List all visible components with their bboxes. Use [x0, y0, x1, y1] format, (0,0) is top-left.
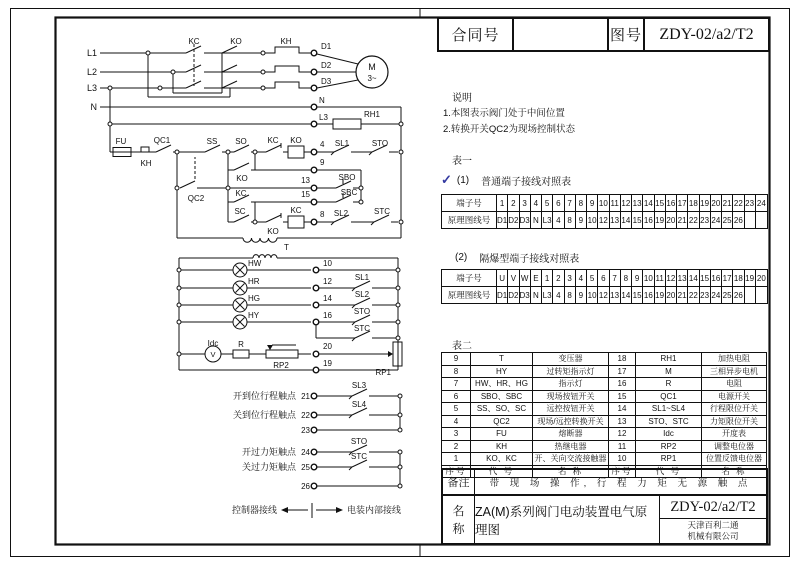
component-cell: 调整电位器: [714, 441, 754, 451]
component-cell: 15: [609, 391, 636, 403]
component-cell: QC2: [471, 416, 533, 428]
contact-22-description: 关到位行程触点: [232, 410, 296, 420]
wire-cell: N: [531, 212, 542, 228]
button-sbc-label: SBC: [340, 188, 358, 197]
wire-cell: D3: [520, 287, 531, 303]
terminal-d1-label: D1: [321, 42, 332, 51]
wire-cell: 13: [610, 212, 621, 228]
meter-idc-label: Idc: [207, 339, 219, 348]
coil-kc-label: KC: [290, 206, 302, 215]
wire-cell: 4: [553, 212, 564, 228]
terminal-table-exproof: [441, 269, 768, 304]
wire-cell: [745, 212, 756, 228]
table-row: [442, 353, 766, 365]
wire-cell: 15: [632, 212, 643, 228]
neutral-label: N: [90, 102, 97, 112]
component-cell: SL1~SL4: [636, 403, 702, 415]
component-cell: 5: [442, 403, 471, 415]
notes-heading: 说明: [452, 93, 472, 104]
component-cell: 4: [442, 416, 471, 428]
switch-qc1-label: QC1: [153, 136, 171, 145]
table-row: [442, 270, 767, 286]
component-cell: RP2: [636, 441, 702, 453]
contactor-ko-label: KO: [230, 37, 242, 46]
table-row: [442, 415, 766, 428]
component-cell: 远控按钮开关: [533, 403, 609, 415]
terminal-cell: 10: [598, 195, 609, 211]
terminal-cell: W: [520, 270, 531, 286]
coil-ko-label: KO: [290, 136, 302, 145]
terminal-cell: 18: [733, 270, 744, 286]
thermal-kh-label: KH: [280, 37, 292, 46]
sub2-title: 隔爆型端子接线对照表: [479, 254, 580, 265]
terminal-cell: 4: [531, 195, 542, 211]
wire-cell: 20: [666, 212, 677, 228]
component-cell: 熔断器: [533, 428, 609, 440]
controller-wiring-label: 控制器接线: [231, 505, 277, 515]
terminal-8-label: 8: [320, 210, 325, 219]
header-cell: 序号: [609, 466, 636, 478]
wire-cell: 25: [722, 212, 733, 228]
terminal-cell: 18: [688, 195, 699, 211]
remark-label: 备注: [443, 470, 475, 494]
component-cell: KH: [471, 441, 533, 453]
internal-wiring-label: 电装内部接线: [347, 505, 402, 515]
component-cell: 开度表: [722, 429, 746, 439]
wire-cell: 10: [587, 287, 598, 303]
contact-25-description: 关过力矩触点: [241, 462, 296, 472]
limit-sl4-label: SL4: [351, 400, 367, 409]
terminal-cell: 13: [632, 195, 643, 211]
wire-cell: 12: [598, 287, 609, 303]
limit-sl1b-label: SL1: [354, 273, 370, 282]
table-row: [442, 440, 766, 453]
component-cell: 16: [609, 378, 636, 390]
terminal-cell: V: [508, 270, 519, 286]
component-cell: 现场/远控转换开关: [533, 416, 609, 428]
terminal-cell: 1: [497, 195, 508, 211]
row-header: 端子号: [442, 195, 497, 211]
terminal-cell: 19: [700, 195, 711, 211]
component-cell: 9: [442, 353, 471, 365]
terminal-16-label: 16: [323, 311, 332, 320]
component-cell: 过转矩指示灯: [533, 366, 609, 378]
component-cell: 开、关向交流接触器: [533, 453, 609, 465]
wire-cell: 10: [587, 212, 598, 228]
terminal-d2-label: D2: [321, 61, 332, 70]
component-cell: 行程限位开关: [710, 404, 758, 414]
torque-sto-label: STO: [371, 139, 389, 148]
component-cell: FU: [471, 428, 533, 440]
pot-rp2-label: RP2: [273, 361, 289, 370]
component-cell: 7: [442, 378, 471, 390]
terminal-cell: 8: [621, 270, 632, 286]
phase-l3-label: L3: [86, 83, 97, 93]
terminal-12-label: 12: [323, 277, 332, 286]
note-item: 2.转换开关QC2为现场控制状态: [443, 124, 575, 135]
wire-cell: 12: [598, 212, 609, 228]
company-line2: 机械有限公司: [687, 531, 739, 541]
wire-cell: 21: [677, 212, 688, 228]
terminal-l3-label: L3: [319, 113, 328, 122]
table-row: [442, 195, 767, 211]
contact-24-description: 开过力矩触点: [241, 447, 296, 457]
limit-sl3-label: SL3: [351, 381, 367, 390]
contact-kc-nc-label: KC: [267, 136, 279, 145]
note-item: 1.本图表示阀门处于中间位置: [443, 108, 565, 119]
drawing-no-label: 图号: [607, 17, 645, 52]
terminal-19-label: 19: [323, 359, 332, 368]
terminal-cell: 21: [722, 195, 733, 211]
terminal-cell: 3: [520, 195, 531, 211]
remark-block: [441, 468, 768, 496]
component-cell: 1: [442, 453, 471, 465]
limit-sl2b-label: SL2: [354, 290, 370, 299]
terminal-cell: U: [497, 270, 508, 286]
terminal-15-label: 15: [301, 190, 310, 199]
component-cell: HW、HR、HG: [471, 378, 533, 390]
terminal-cell: 15: [655, 195, 666, 211]
component-cell: KO、KC: [471, 453, 533, 465]
terminal-cell: 14: [643, 195, 654, 211]
component-cell: STO、STC: [636, 416, 702, 428]
wire-cell: 8: [565, 287, 576, 303]
component-cell: 11: [609, 441, 636, 453]
terminal-cell: 9: [632, 270, 643, 286]
meter-v-symbol: V: [210, 350, 216, 359]
switch-qc2-label: QC2: [187, 194, 205, 203]
terminal-24-label: 24: [301, 448, 310, 457]
thermal-contact-kh-label: KH: [140, 159, 152, 168]
resistor-r-label: R: [238, 340, 244, 349]
terminal-cell: 24: [756, 198, 766, 208]
terminal-cell: 15: [700, 270, 711, 286]
button-sbo-label: SBO: [338, 173, 356, 182]
component-cell: RP1: [636, 453, 702, 465]
component-cell: 10: [609, 453, 636, 465]
terminal-cell: 12: [621, 195, 632, 211]
wire-cell: D2: [508, 287, 519, 303]
wire-cell: 16: [643, 212, 654, 228]
terminal-cell: 23: [745, 195, 756, 211]
terminal-n-label: N: [319, 96, 325, 105]
contract-no-value: [512, 17, 609, 52]
component-cell: 加热电阻: [718, 354, 750, 364]
terminal-cell: 11: [610, 195, 621, 211]
name-label: [443, 496, 475, 543]
component-cell: T: [471, 353, 533, 365]
contact-21-description: 开到位行程触点: [232, 391, 296, 401]
phase-l2-label: L2: [86, 67, 97, 77]
lamp-hr-label: HR: [248, 277, 260, 286]
terminal-14-label: 14: [323, 294, 332, 303]
motor-symbol-m: M: [368, 62, 376, 72]
sub1-title: 普通端子接线对照表: [481, 176, 572, 188]
wire-cell: 14: [621, 287, 632, 303]
component-cell: Idc: [636, 428, 702, 440]
header-cell: 名 称: [721, 466, 747, 477]
table-row: [442, 390, 766, 403]
button-so-label: SO: [235, 137, 247, 146]
wire-cell: D2: [508, 212, 519, 228]
torque-stoc-label: STO: [350, 437, 368, 446]
component-cell: 电阻: [726, 379, 742, 389]
pot-rp1-label: RP1: [375, 368, 391, 377]
torque-stob-label: STO: [353, 307, 371, 316]
sub2-index: (2): [455, 252, 468, 263]
wire-cell: [745, 287, 756, 303]
wire-cell: 19: [655, 287, 666, 303]
wire-cell: 21: [677, 287, 688, 303]
table-row: [442, 377, 766, 390]
wire-cell: 22: [688, 287, 699, 303]
torque-stcb-label: STC: [354, 324, 370, 333]
wire-cell: [756, 212, 767, 228]
check-mark-icon: ✓: [441, 172, 452, 187]
name-block: [441, 494, 768, 545]
drawing-no-footer: ZDY-02/a2/T2: [660, 496, 766, 519]
wire-cell: 22: [688, 212, 699, 228]
component-cell: 变压器: [533, 353, 609, 365]
limit-sl2-label: SL2: [333, 209, 349, 218]
wire-cell: 14: [621, 212, 632, 228]
header-cell: 序号: [442, 466, 471, 478]
wire-cell: 26: [733, 212, 744, 228]
drawing-no-value: ZDY-02/a2/T2: [643, 17, 770, 52]
component-table: [441, 352, 767, 478]
component-cell: QC1: [636, 391, 702, 403]
terminal-cell: 11: [655, 270, 666, 286]
component-cell: 2: [442, 441, 471, 453]
terminal-cell: 10: [643, 270, 654, 286]
terminal-cell: 5: [542, 195, 553, 211]
table-row: [442, 402, 766, 415]
wire-cell: 24: [711, 287, 722, 303]
wire-cell: 25: [722, 287, 733, 303]
drawing-title: ZA(M)系列阀门电动装置电气原理图: [475, 496, 660, 543]
wire-cell: L3: [542, 287, 553, 303]
wire-cell: 20: [666, 287, 677, 303]
name-label-char2: 称: [452, 521, 465, 536]
table-row: [442, 211, 767, 228]
table1-sub2-heading: [455, 250, 579, 265]
terminal-9-label: 9: [320, 158, 325, 167]
notes-list: [443, 106, 575, 138]
component-rows: [442, 353, 766, 465]
component-cell: HY: [471, 366, 533, 378]
terminal-25-label: 25: [301, 463, 310, 472]
row-header: 原理图线号: [442, 287, 497, 303]
button-ss-label: SS: [206, 137, 218, 146]
terminal-cell: 22: [733, 195, 744, 211]
component-cell: 指示灯: [533, 378, 609, 390]
transformer-t-label: T: [284, 243, 289, 252]
terminal-cell: 17: [722, 270, 733, 286]
contact-ko-hold-label: KO: [236, 174, 248, 183]
terminal-23-label: 23: [301, 426, 310, 435]
terminal-circles: [311, 50, 319, 489]
component-cell: 电源开关: [718, 391, 750, 401]
component-cell: 热继电器: [533, 441, 609, 453]
contactor-kc-label: KC: [188, 37, 200, 46]
terminal-13-label: 13: [301, 176, 310, 185]
row-header: 端子号: [442, 270, 497, 286]
motor-phase-label: 3~: [367, 74, 377, 83]
wire-cell: 8: [565, 212, 576, 228]
component-cell: 6: [442, 391, 471, 403]
table1-caption: 表一: [452, 156, 472, 167]
name-label-char1: 名: [452, 503, 465, 518]
terminal-cell: 4: [576, 270, 587, 286]
wire-cell: 4: [553, 287, 564, 303]
terminal-21-label: 21: [301, 392, 310, 401]
lamp-hy-label: HY: [248, 311, 260, 320]
terminal-22-label: 22: [301, 411, 310, 420]
wire-cell: 24: [711, 212, 722, 228]
terminal-cell: 20: [711, 195, 722, 211]
terminal-cell: 1: [542, 270, 553, 286]
terminal-cell: 2: [508, 195, 519, 211]
terminal-cell: 6: [553, 195, 564, 211]
company-line1: 天津百利二通: [687, 520, 739, 531]
component-cell: 18: [609, 353, 636, 365]
header-cell: 代 号: [636, 466, 702, 478]
terminal-table-normal: [441, 194, 768, 229]
phase-l1-label: L1: [86, 48, 97, 58]
wire-cell: 23: [700, 287, 711, 303]
terminal-cell: 20: [756, 273, 766, 283]
wire-cell: D1: [497, 287, 508, 303]
component-cell: 位置反馈电位器: [706, 454, 762, 464]
terminal-cell: 8: [576, 195, 587, 211]
component-cell: 力矩限位开关: [710, 416, 758, 426]
terminal-cell: 6: [598, 270, 609, 286]
terminal-20-label: 20: [323, 342, 332, 351]
header-cell: 名 称: [533, 466, 609, 478]
wire-cell: 16: [643, 287, 654, 303]
component-cell: RH1: [636, 353, 702, 365]
table-row: [442, 365, 766, 378]
table2-caption: 表二: [452, 341, 472, 352]
terminal-cell: 14: [688, 270, 699, 286]
terminal-cell: 19: [745, 270, 756, 286]
fuse-fu-label: FU: [115, 137, 127, 146]
terminal-cell: 9: [587, 195, 598, 211]
lamp-hw-label: HW: [248, 259, 262, 268]
button-sc-label: SC: [234, 207, 246, 216]
terminal-cell: 3: [565, 270, 576, 286]
component-cell: SBO、SBC: [471, 391, 533, 403]
wire-cell: 9: [576, 287, 587, 303]
wire-cell: 9: [576, 212, 587, 228]
terminal-cell: 13: [677, 270, 688, 286]
wire-cell: L3: [542, 212, 553, 228]
limit-sl1-label: SL1: [334, 139, 350, 148]
component-cell: 3: [442, 428, 471, 440]
wire-cell: 13: [610, 287, 621, 303]
contact-ko-nc-label: KO: [267, 227, 279, 236]
wire-cell: 15: [632, 287, 643, 303]
terminal-cell: 12: [666, 270, 677, 286]
sub1-index: (1): [456, 174, 470, 186]
contract-no-label: 合同号: [437, 17, 514, 52]
terminal-cell: 7: [565, 195, 576, 211]
terminal-cell: 17: [677, 195, 688, 211]
terminal-cell: 7: [610, 270, 621, 286]
wire-cell: N: [531, 287, 542, 303]
terminal-cell: 5: [587, 270, 598, 286]
component-cell: 8: [442, 366, 471, 378]
component-cell: 17: [609, 366, 636, 378]
heater-rh1-label: RH1: [364, 110, 381, 119]
component-cell: 三相异步电机: [710, 366, 758, 376]
wire-cell: D3: [520, 212, 531, 228]
header-cell: 代 号: [471, 466, 533, 478]
component-cell: 现场按钮开关: [533, 391, 609, 403]
terminal-cell: 2: [553, 270, 564, 286]
table-row: [442, 286, 767, 303]
table-row: [442, 427, 766, 440]
terminal-d3-label: D3: [321, 77, 332, 86]
table1-sub1-heading: [441, 172, 571, 188]
terminal-10-label: 10: [323, 259, 332, 268]
wire-cell: 26: [733, 287, 744, 303]
terminal-cell: E: [531, 270, 542, 286]
torque-stc-label: STC: [374, 207, 390, 216]
company-name: [660, 519, 766, 543]
terminal-4-label: 4: [320, 140, 325, 149]
component-cell: 13: [609, 416, 636, 428]
component-cell: R: [636, 378, 702, 390]
wire-cell: 19: [655, 212, 666, 228]
table-row: [442, 452, 766, 465]
torque-stcc-label: STC: [351, 452, 367, 461]
wire-cell: 23: [700, 212, 711, 228]
contact-kc-hold-label: KC: [235, 189, 247, 198]
terminal-cell: 16: [711, 270, 722, 286]
lamp-hg-label: HG: [248, 294, 260, 303]
wire-cell: [756, 287, 767, 303]
terminal-26-label: 26: [301, 482, 310, 491]
row-header: 原理图线号: [442, 212, 497, 228]
component-cell: 14: [609, 403, 636, 415]
component-cell: SS、SO、SC: [471, 403, 533, 415]
remark-text: 带 现 场 操 作, 行 程 力 矩 无 源 触 点: [489, 478, 752, 489]
component-cell: M: [636, 366, 702, 378]
component-cell: 12: [609, 428, 636, 440]
wire-cell: D1: [497, 212, 508, 228]
terminal-cell: 16: [666, 195, 677, 211]
